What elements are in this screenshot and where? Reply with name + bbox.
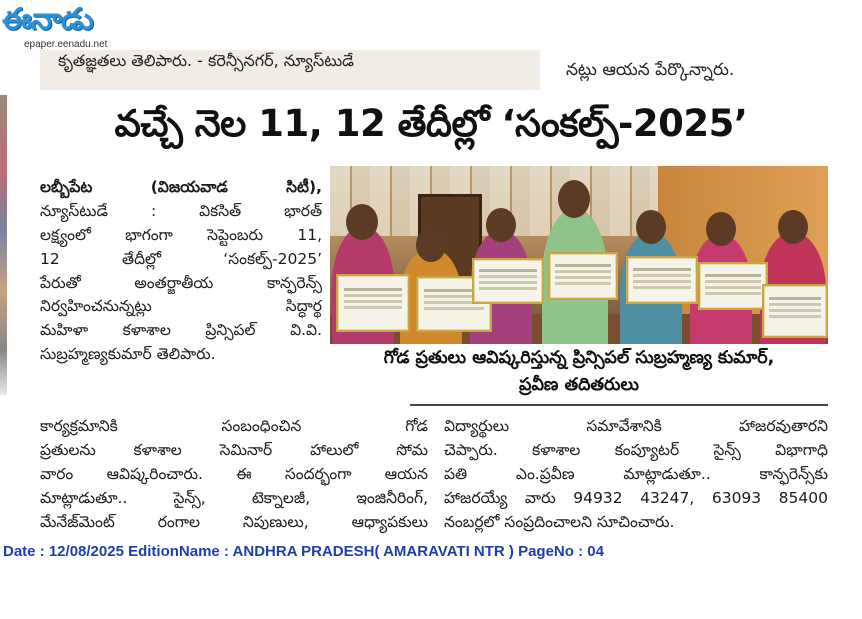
- text-line: హాజరయ్యే వారు 94932 43247, 63093 85400: [444, 488, 828, 507]
- certificate-poster: [548, 252, 618, 300]
- text-line: పేరుతో అంతర్జాతీయ కాన్ఫరెన్స్: [40, 273, 322, 292]
- text-line: లక్ష్యంలో భాగంగా సెప్టెంబరు 11,: [40, 225, 322, 244]
- left-column-top: [40, 176, 322, 367]
- certificate-poster: [626, 256, 698, 304]
- article-photo: [330, 166, 828, 344]
- left-column-continued: [40, 415, 428, 534]
- text-line: మేనేజ్‌మెంట్ రంగాల నిపుణులు, ఆధ్యాపకులు: [40, 512, 428, 531]
- certificate-poster: [762, 284, 828, 338]
- text-line: లబ్బీపేట (విజయవాడ సిటీ),: [40, 178, 322, 196]
- text-line: కార్యక్రమానికి సంబంధించిన గోడ: [40, 417, 428, 435]
- logo-wordmark: ఈనాడు: [2, 2, 93, 37]
- certificate-poster: [472, 258, 544, 304]
- text-line: పతి ఎం.ప్రవీణ మాట్లాడుతూ.. కాన్ఫరెన్స్‌కు: [444, 464, 828, 483]
- person-head: [416, 228, 446, 262]
- previous-article-right-line: నట్లు ఆయన పేర్కొన్నారు.: [566, 60, 735, 80]
- text-line: విద్యార్థులు సమావేశానికి హాజరవుతారని: [444, 417, 828, 435]
- text-line: వారం ఆవిష్కరించారు. ఈ సందర్భంగా ఆయన: [40, 464, 428, 483]
- text-line: మహిళా కళాశాల ప్రిన్సిపల్ వి.వి.: [40, 321, 322, 340]
- logo-site-url: epaper.eenadu.net: [24, 39, 108, 50]
- certificate-poster: [698, 262, 768, 310]
- text-line: మాట్లాడుతూ.. సైన్స్, టెక్నాలజీ, ఇంజినీరింగ్,: [40, 488, 428, 507]
- text-line: సుబ్రహ్మణ్యకుమార్ తెలిపారు.: [40, 345, 216, 364]
- photo-caption-line: ప్రవీణ తదితరులు: [519, 375, 639, 395]
- text-line: చెప్పారు. కళాశాల కంప్యూటర్ సైన్స్ విభాగాధి: [444, 440, 828, 459]
- edition-footer: Date : 12/08/2025 EditionName : ANDHRA PRADESH( AMARAVATI NTR ) PageNo : 04: [3, 543, 604, 560]
- caption-divider: [410, 404, 828, 406]
- photo-caption-line: గోడ ప్రతులు ఆవిష్కరిస్తున్న ప్రిన్సిపల్ సుబ్రహ్మణ్య కుమార్,: [383, 348, 775, 368]
- person-head: [636, 210, 666, 244]
- person-head: [706, 212, 736, 246]
- person-head: [486, 208, 516, 242]
- person-head: [778, 210, 808, 244]
- previous-article-line: కృతజ్ఞతలు తెలిపారు. - కరెన్సీనగర్, న్యూస్‌టుడే: [58, 51, 354, 70]
- text-line: న్యూస్‌టుడే : వికసిత్ భారత్: [40, 201, 322, 220]
- person-head: [558, 180, 590, 218]
- text-line: నంబర్లలో సంప్రదించాలని సూచించారు.: [444, 512, 675, 531]
- certificate-poster: [336, 274, 410, 332]
- photo-caption: [330, 345, 828, 399]
- person-head: [346, 204, 378, 240]
- eenadu-logo: [2, 2, 142, 52]
- text-line: నిర్వహించనున్నట్లు సిద్ధార్థ: [40, 297, 322, 316]
- right-column: [444, 415, 828, 534]
- text-line: 12 తేదీల్లో ‘సంకల్ప్‌-2025’: [40, 249, 322, 268]
- article-headline: వచ్చే నెల 11, 12 తేదీల్లో ‘సంకల్ప్‌-2025’: [114, 102, 748, 145]
- text-line: ప్రతులను కళాశాల సెమినార్ హాలులో సోమ: [40, 440, 428, 459]
